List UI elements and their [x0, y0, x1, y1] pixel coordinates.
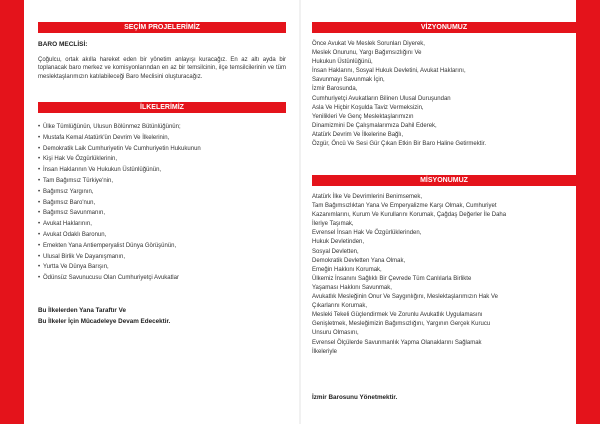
misyon-line: Sosyal Devletten, [312, 248, 359, 255]
list-item: • Bağımsız Savunmanın, [38, 208, 286, 219]
list-item: • Avukat Odaklı Baronun, [38, 230, 286, 241]
misyon-line: Ülkemiz İnsanını Sağlıklı Bir Çevrede Tüm Canlılarla Birlikte [312, 275, 472, 282]
misyon-line: Genişletmek, Mesleğimizin Bağımsızlığını, Yargının Gerçek Kurucu [312, 321, 491, 328]
misyon-line: Unsuru Olmasını, [312, 330, 359, 337]
vizyon-line: İzmir Barosunda, [312, 86, 358, 93]
closing-line: Bu İlkeler İçin Mücadeleye Devam Edecektir. [38, 317, 171, 325]
vizyon-line: Cumhuriyetçi Avukatların Bilinen Ulusal Duruşundan [312, 95, 451, 102]
vizyon-line: Hukukun Üstünlüğünü, [312, 59, 373, 66]
signature-line: İzmir Barosunu Yönetmektir. [312, 394, 398, 401]
secim-projelerimiz-heading: SEÇİM PROJELERİMİZ [38, 22, 286, 33]
ilkelerimiz-heading: İLKELERİMİZ [38, 102, 286, 113]
list-item: • Bağımsız Yargının, [38, 187, 286, 198]
misyon-line: Mesleki Tekeli Güçlendirmek Ve Zorunlu Avukatlık Uygulamasını [312, 312, 483, 319]
vizyon-line: Savunmayı Savunmak İçin, [312, 77, 385, 84]
list-item: • Ulusal Birlik Ve Dayanışmanın, [38, 252, 286, 263]
vizyon-text [312, 40, 576, 149]
list-item: • Demokratik Laik Cumhuriyetin Ve Cumhuriyetin Hukukunun [38, 144, 286, 155]
vizyon-line: İnsan Haklarını, Sosyal Hukuk Devletini, Avukat Haklarını, [312, 68, 466, 75]
misyon-line: Çıkarlarını Korumak, [312, 303, 368, 310]
right-red-band [576, 0, 600, 424]
vizyon-line: Atatürk Devrim Ve İlkelerine Bağlı, [312, 131, 404, 138]
misyonumuz-heading: MİSYONUMUZ [312, 175, 576, 186]
vizyon-line: Yenilikleri Ve Genç Meslektaşlarımızın [312, 113, 414, 120]
baro-meclisi-text: Çoğulcu, ortak akılla hareket eden bir yönetim anlayışı kuracağız. En az altı ayda bir toplanacak baro merkez ve komisyonlarından en az bir temsilcinin, ilçe temsilcilerinin ve tüm meslektaşlarımızın katılabileceği Baro Meclisini oluşturacağız. [38, 57, 286, 80]
list-item: • Bağımsız Baro'nun, [38, 198, 286, 209]
misyon-line: Emeğin Hakkını Korumak, [312, 266, 382, 273]
vizyon-line: Özgür, Öncü Ve Sesi Gür Çıkan Etkin Bir Baro Haline Getirmektir. [312, 141, 487, 148]
misyon-line: Yaşaması Hakkını Savunmak, [312, 284, 392, 291]
misyon-line: Demokratik Devletten Yana Olmak, [312, 257, 406, 264]
vizyon-line: Meslek Onurunu, Yargı Bağımsızlığını Ve [312, 50, 422, 57]
list-item: • Tam Bağımsız Türkiye'nin, [38, 176, 286, 187]
misyon-line: Tam Bağımsızlıktan Yana Ve Emperyalizme Karşı Olmak, Cumhuriyet [312, 203, 497, 210]
vizyon-line: Asla Ve Hiçbir Koşulda Taviz Vermeksizin, [312, 104, 424, 111]
misyon-line: Hukuk Devletinden, [312, 239, 365, 246]
list-item: • Ödünsüz Savunucusu Olan Cumhuriyetçi Avukatlar [38, 273, 286, 284]
list-item: • İnsan Haklarının Ve Hukukun Üstünlüğünün, [38, 165, 286, 176]
page-fold [299, 0, 301, 424]
list-item: • Mustafa Kemal Atatürk'ün Devrim Ve İlkelerinin, [38, 133, 286, 144]
misyon-text [312, 193, 576, 357]
vizyonumuz-heading: VİZYONUMUZ [312, 22, 576, 33]
ilkeler-list [38, 122, 286, 284]
misyon-line: Kazanımlarını, Kurum Ve Kurullarını Korumak, Çağdaş Değerler İle Daha [312, 212, 507, 219]
list-item: • Yurtta Ve Dünya Barışın, [38, 262, 286, 273]
left-red-band [0, 0, 24, 424]
list-item: • Kişi Hak Ve Özgürlüklerinin, [38, 154, 286, 165]
list-item: • Emekten Yana Antiemperyalist Dünya Görüşünün, [38, 241, 286, 252]
misyon-line: İlkeleriyle [312, 348, 338, 355]
vizyon-line: Önce Avukat Ve Meslek Sorunları Diyerek, [312, 41, 425, 47]
ilkeler-closing [38, 306, 170, 327]
misyon-line: İleriye Taşımak, [312, 221, 354, 228]
misyon-line: Atatürk İlke Ve Devrimlerini Benimsemek, [312, 194, 423, 200]
list-item: • Avukat Haklarının, [38, 219, 286, 230]
vizyon-line: Dinamizmini De Çalışmalarımıza Dahil Ederek, [312, 122, 437, 129]
baro-meclisi-label: BARO MECLİSİ: [38, 41, 88, 48]
misyon-line: Evrensel Ölçülerde Savunmanlık Yapma Olanaklarını Sağlamak [312, 339, 482, 346]
closing-line: Bu İlkelerden Yana Taraftır Ve [38, 307, 126, 314]
misyon-line: Evrensel İnsan Hak Ve Özgürlüklerinden, [312, 230, 422, 237]
list-item: • Ülke Tümlüğünün, Ulusun Bölünmez Bütünlüğünün; [38, 122, 286, 133]
misyon-line: Avukatlık Mesleğinin Onur Ve Saygınlığını, Meslektaşlarımızın Hak Ve [312, 294, 498, 301]
